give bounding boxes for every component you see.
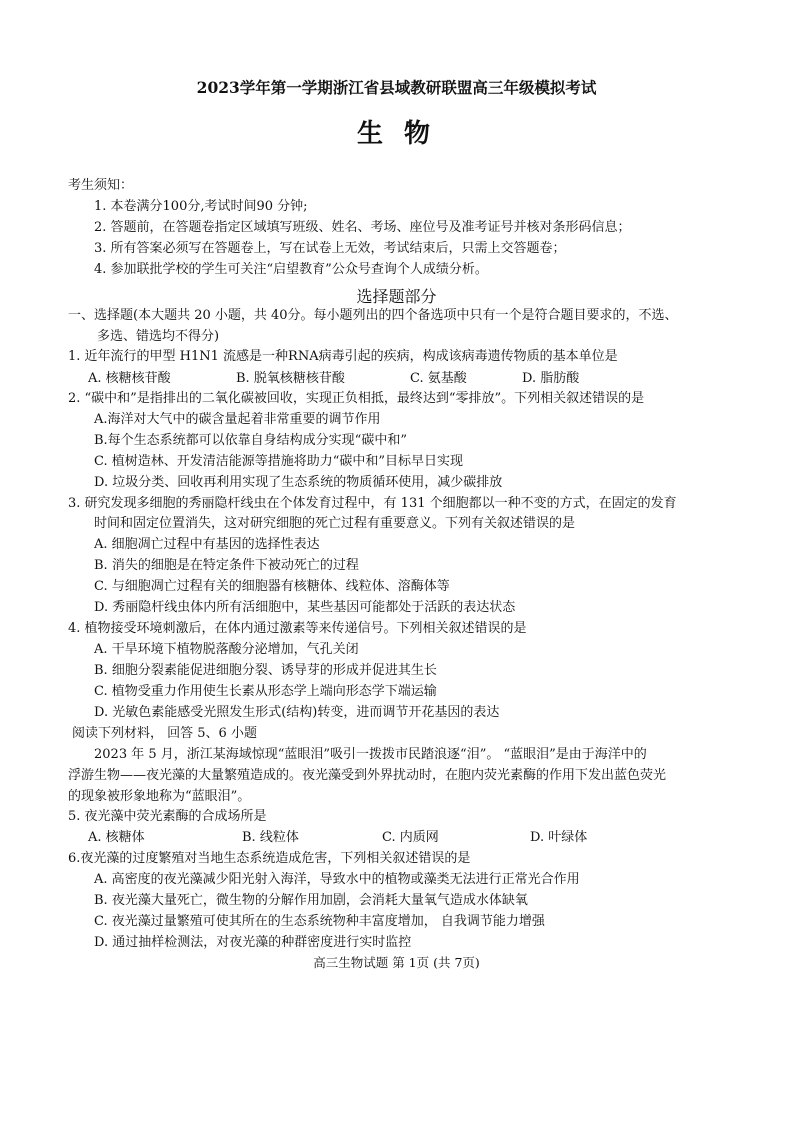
question-3-stem: 3. 研究发现多细胞的秀丽隐杆线虫在个体发育过程中，有 131 个细胞都以一种不变的方式，在固定的发育 [68,496,677,511]
reading-intro: 阅读下列材料， 回答 5、6 小题 [72,726,257,741]
reading-paragraph: 浮游生物——夜光藻的大量繁殖造成的。夜光藻受到外界扰动时，在胞内荧光素酶的作用下发出蓝色荧光 [68,768,667,783]
question-3-option-d: D. 秀丽隐杆线虫体内所有活细胞中，某些基因可能都处于活跃的表达状态 [94,600,516,615]
question-6-option-c: C. 夜光藻过量繁殖可使其所在的生态系统物种丰富度增加， 自我调节能力增强 [94,914,545,929]
section-intro: 一、选择题(本大题共 20 小题，共 40分。每小题列出的四个备选项中只有一个是符合题目要求的，不选、 [68,308,678,323]
question-2-option-a: A.海洋对大气中的碳含量起着非常重要的调节作用 [94,412,381,427]
question-4-option-d: D. 光敏色素能感受光照发生形式(结构)转变，进而调节开花基因的表达 [94,705,500,720]
section-intro: 多选、错选均不得分) [97,329,220,344]
question-2-option-d: D. 垃圾分类、回收再利用实现了生态系统的物质循环使用，减少碳排放 [94,475,503,490]
question-3-option-b: B. 消失的细胞是在特定条件下被动死亡的过程 [94,558,359,573]
question-4-option-b: B. 细胞分裂素能促进细胞分裂、诱导芽的形成并促进其生长 [94,663,437,678]
question-1-option-b: B. 脱氧核糖核苷酸 [236,371,345,386]
subject-title: 生 物 [356,119,437,149]
question-1-option-a: A. 核糖核苷酸 [88,371,171,386]
question-5-option-b: B. 线粒体 [242,830,299,845]
reading-paragraph: 的现象被形象地称为“蓝眼泪”。 [68,789,251,804]
question-3-stem: 时间和固定位置消失，这对研究细胞的死亡过程有重要意义。下列有关叙述错误的是 [94,516,576,531]
question-2-option-c: C. 植树造林、开发清洁能源等措施将助力“碳中和”目标早日实现 [94,454,464,469]
section-title: 选择题部分 [356,287,437,306]
question-6-option-b: B. 夜光藻大量死亡，微生物的分解作用加剧，会消耗大量氧气造成水体缺氧 [94,893,528,908]
question-2-stem: 2. “碳中和”是指排出的二氧化碳被回收，实现正负相抵，最终达到“零排放”。下列相关叙述错误的是 [68,391,645,406]
question-2-option-b: B.每个生态系统都可以依靠自身结构成分实现“碳中和” [94,433,407,448]
question-3-option-c: C. 与细胞凋亡过程有关的细胞器有核糖体、线粒体、溶酶体等 [94,579,450,594]
question-6-option-a: A. 高密度的夜光藻减少阳光射入海洋，导致水中的植物或藻类无法进行正常光合作用 [94,872,580,887]
notice-item: 3. 所有答案必须写在答题卷上，写在试卷上无效，考试结束后，只需上交答题卷； [94,241,566,256]
question-5-option-c: C. 内质网 [382,830,439,845]
question-4-stem: 4. 植物接受环境刺激后，在体内通过激素等来传递信号。下列相关叙述错误的是 [68,621,527,636]
question-1-option-c: C. 氨基酸 [410,371,467,386]
question-4-option-a: A. 干旱环境下植物脱落酸分泌增加，气孔关闭 [94,642,359,657]
question-5-stem: 5. 夜光藻中荧光素酶的合成场所是 [68,809,267,824]
question-5-option-d: D. 叶绿体 [530,830,588,845]
reading-paragraph: 2023 年 5 月，浙江某海域惊现“蓝眼泪”吸引一拨拨市民踏浪逐“泪”。 “蓝眼泪”是由于海洋中的 [94,747,647,762]
notice-item: 4. 参加联批学校的学生可关注“启望教育”公众号查询个人成绩分析。 [94,262,488,277]
question-6-stem: 6.夜光藻的过度繁殖对当地生态系统造成危害，下列相关叙述错误的是 [68,851,471,866]
notice-heading: 考生须知： [68,178,134,193]
question-4-option-c: C. 植物受重力作用使生长素从形态学上端向形态学下端运输 [94,684,437,699]
notice-item: 1. 本卷满分100分,考试时间90 分钟; [94,199,308,214]
question-6-option-d: D. 通过抽样检测法，对夜光藻的种群密度进行实时监控 [94,935,412,950]
page-footer: 高三生物试题 第 1页 (共 7页) [313,955,480,970]
question-1-stem: 1. 近年流行的甲型 H1N1 流感是一种RNA病毒引起的疾病，构成该病毒遗传物质的基本单位是 [68,349,618,364]
question-5-option-a: A. 核糖体 [88,830,145,845]
question-3-option-a: A. 细胞凋亡过程中有基因的选择性表达 [94,537,320,552]
exam-title: 2023学年第一学期浙江省县域教研联盟高三年级模拟考试 [196,78,597,97]
question-1-option-d: D. 脂肪酸 [522,371,580,386]
notice-item: 2. 答题前，在答题卷指定区域填写班级、姓名、考场、座位号及准考证号并核对条形码信息； [94,220,631,235]
